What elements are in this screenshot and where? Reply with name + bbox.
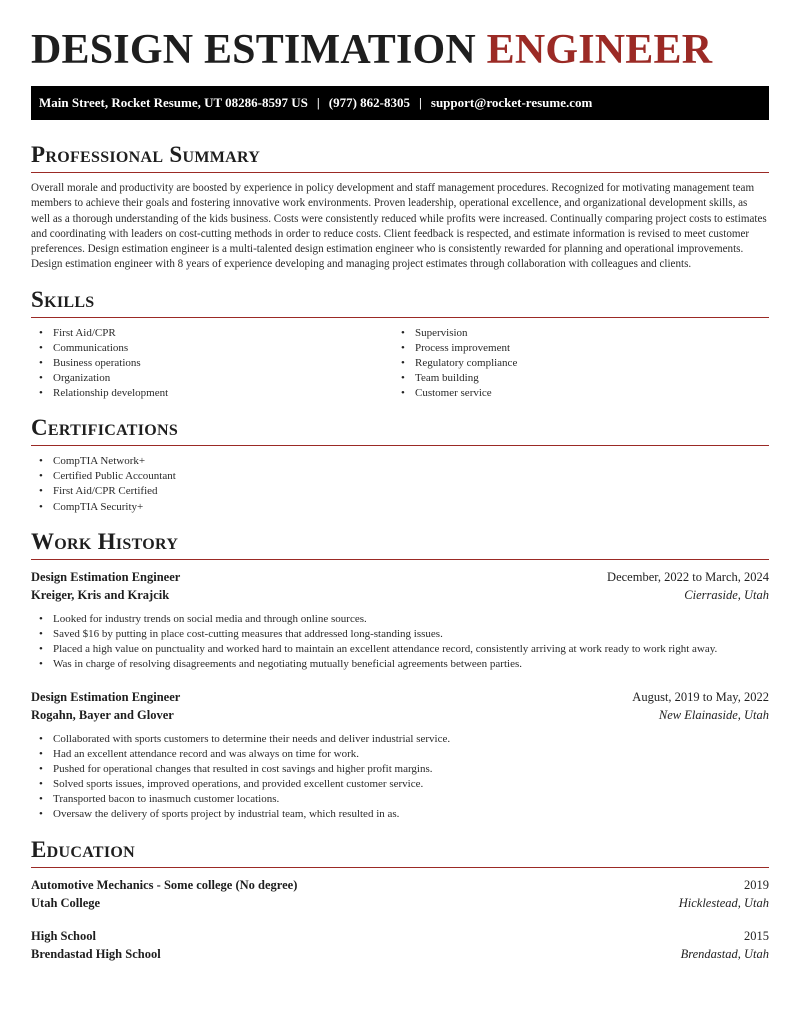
education-school: Utah College bbox=[31, 895, 101, 910]
skill-item: • Business operations bbox=[31, 356, 393, 371]
education-school: Brendastad High School bbox=[31, 946, 161, 961]
section-title-skills: Skills bbox=[31, 286, 95, 312]
education-entry bbox=[31, 927, 769, 963]
contact-address: Main Street, Rocket Resume, UT 08286-8597 US bbox=[39, 95, 308, 110]
skill-item: • Process improvement bbox=[393, 341, 755, 356]
job-bullet: • Placed a high value on punctuality and worked hard to maintain an excellent attendance record, consistently arriving at work ready to work right away. bbox=[31, 642, 769, 657]
section-title-summary: Professional Summary bbox=[31, 142, 261, 167]
section-title-certifications: Certifications bbox=[31, 415, 179, 441]
job-bullet: • Saved $16 by putting in place cost-cutting measures that addressed long-standing issues. bbox=[31, 627, 769, 642]
job-company-row bbox=[31, 706, 769, 724]
section-title-education: Education bbox=[31, 836, 135, 862]
skills-section bbox=[31, 287, 769, 401]
education-school-row bbox=[31, 945, 769, 963]
section-divider bbox=[31, 559, 769, 560]
contact-email[interactable]: support@rocket-resume.com bbox=[430, 95, 593, 110]
job-role: Design Estimation Engineer bbox=[31, 690, 181, 704]
certification-item: • CompTIA Security+ bbox=[31, 500, 769, 515]
education-school-row bbox=[31, 894, 769, 912]
education-header-row bbox=[31, 927, 769, 945]
job-bullet: • Collaborated with sports customers to determine their needs and deliver industrial service. bbox=[31, 732, 769, 747]
job-header-row bbox=[31, 568, 769, 586]
skill-item: • Regulatory compliance bbox=[393, 356, 755, 371]
education-degree: Automotive Mechanics - Some college (No degree) bbox=[31, 877, 298, 892]
section-divider bbox=[31, 445, 769, 446]
skill-item: • Team building bbox=[393, 371, 755, 386]
resume-page bbox=[31, 0, 769, 963]
skills-list-right bbox=[393, 326, 755, 401]
skills-list-left bbox=[31, 326, 393, 401]
certification-item: • CompTIA Network+ bbox=[31, 454, 769, 469]
job-entry bbox=[31, 568, 769, 672]
skill-item: • First Aid/CPR bbox=[31, 326, 393, 341]
education-year: 2015 bbox=[744, 928, 769, 943]
certifications-section bbox=[31, 415, 769, 514]
job-header-row bbox=[31, 688, 769, 706]
contact-separator: | bbox=[419, 95, 422, 110]
job-bullets bbox=[31, 612, 769, 672]
section-divider bbox=[31, 317, 769, 318]
job-bullets bbox=[31, 732, 769, 823]
skill-item: • Relationship development bbox=[31, 386, 393, 401]
summary-section bbox=[31, 142, 769, 273]
resume-name bbox=[31, 26, 769, 74]
job-location: New Elainaside, Utah bbox=[658, 708, 769, 722]
job-company: Rogahn, Bayer and Glover bbox=[31, 708, 174, 722]
education-location: Hicklestead, Utah bbox=[678, 895, 769, 910]
education-degree: High School bbox=[31, 928, 96, 943]
contact-bar bbox=[31, 86, 769, 120]
skill-item: • Customer service bbox=[393, 386, 755, 401]
job-bullet: • Looked for industry trends on social media and through online sources. bbox=[31, 612, 769, 627]
name-accent: ENGINEER bbox=[486, 27, 713, 73]
education-entry bbox=[31, 876, 769, 912]
job-company: Kreiger, Kris and Krajcik bbox=[31, 587, 170, 602]
job-company-row bbox=[31, 586, 769, 604]
skills-columns bbox=[31, 326, 769, 401]
education-header-row bbox=[31, 876, 769, 894]
education-location: Brendastad, Utah bbox=[680, 946, 769, 961]
skill-item: • Organization bbox=[31, 371, 393, 386]
education-section bbox=[31, 837, 769, 963]
education-year: 2019 bbox=[744, 877, 769, 892]
section-divider bbox=[31, 867, 769, 868]
job-bullet: • Pushed for operational changes that resulted in cost savings and higher profit margins. bbox=[31, 762, 769, 777]
job-dates: December, 2022 to March, 2024 bbox=[607, 569, 769, 584]
job-entry bbox=[31, 688, 769, 823]
certifications-list bbox=[31, 454, 769, 514]
job-dates: August, 2019 to May, 2022 bbox=[632, 690, 769, 704]
certification-item: • First Aid/CPR Certified bbox=[31, 484, 769, 499]
summary-text: Overall morale and productivity are boosted by experience in policy development and staff management procedures. Recognized for motivating management team members to achieve their goals and fostering innovative work environments. Proven leadership, operational excellence, and organizational development skills, as well as a thorough understanding of the kids business. Costs were consistently reduced while profits were increased. Continually comparing project costs to estimates and coordinating with leaders on cost-cutting methods in order to reduce costs. Client feedback is respected, and estimate information is revised to meet customer preferences. Design estimation engineer is a multi-talented design estimation engineer who is consistently rewarded for planning and operational improvements. Design estimation engineer with 8 years of experience developing and managing project estimates through collaboration with colleagues and clients. bbox=[31, 182, 767, 271]
job-bullet: • Oversaw the delivery of sports project by industrial team, which resulted in as. bbox=[31, 807, 769, 822]
job-role: Design Estimation Engineer bbox=[31, 569, 181, 584]
contact-phone[interactable]: (977) 862-8305 bbox=[328, 95, 411, 110]
certification-item: • Certified Public Accountant bbox=[31, 469, 769, 484]
skill-item: • Supervision bbox=[393, 326, 755, 341]
job-bullet: • Solved sports issues, improved operations, and provided excellent customer service. bbox=[31, 777, 769, 792]
section-title-work-history: Work History bbox=[31, 528, 179, 554]
job-location: Cierraside, Utah bbox=[684, 587, 769, 602]
job-bullet: • Had an excellent attendance record and was always on time for work. bbox=[31, 747, 769, 762]
contact-separator: | bbox=[316, 95, 320, 110]
name-main: DESIGN ESTIMATION bbox=[31, 27, 476, 73]
job-bullet: • Transported bacon to inasmuch customer locations. bbox=[31, 792, 769, 807]
skill-item: • Communications bbox=[31, 341, 393, 356]
job-bullet: • Was in charge of resolving disagreements and negotiating mutually beneficial agreements between parties. bbox=[31, 657, 769, 672]
work-history-section bbox=[31, 529, 769, 823]
section-divider bbox=[31, 172, 769, 173]
